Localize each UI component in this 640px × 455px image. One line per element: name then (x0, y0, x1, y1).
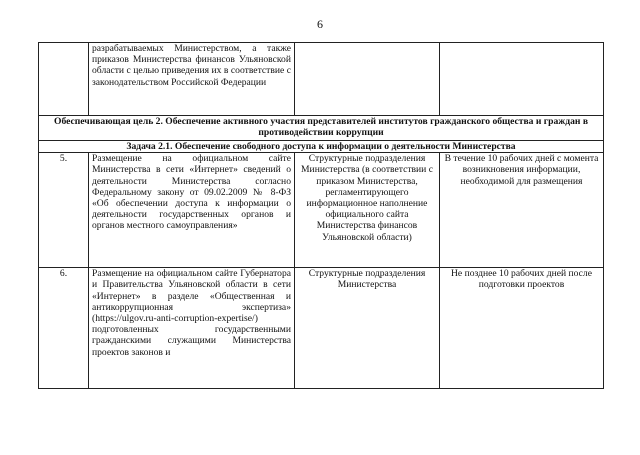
cell-executor-empty (295, 43, 440, 116)
cell-deadline: В течение 10 рабочих дней с момента возникновения информации, необходимой для размещения (440, 153, 604, 268)
cell-measure: Размещение на официальном сайте Губернатора и Правительства Ульяновской области в сети «Интернет» в разделе «Общественная и антикоррупционная экспертиза» (https://ulgov.ru-anti-corruption-expertise/) подготовленных государственными гражданскими служащими Министерства проектов законов и (89, 268, 295, 389)
cell-measure-continuation: разрабатываемых Министерством, а также приказов Министерства финансов Ульяновской области с целью приведения их в соответствие с законодательством Российской Федерации (89, 43, 295, 116)
cell-measure: Размещение на официальном сайте Министерства в сети «Интернет» сведений о деятельности Министерства согласно Федеральному закону от 09.02.2009 № 8-ФЗ «Об обеспечении доступа к информации о деятельности государственных органов и органов местного самоуправления» (89, 153, 295, 268)
task-heading: Задача 2.1. Обеспечение свободного доступа к информации о деятельности Министерства (39, 141, 604, 153)
goal-heading: Обеспечивающая цель 2. Обеспечение активного участия представителей институтов гражданского общества и граждан в противодействии коррупции (39, 116, 604, 141)
table-row-task (39, 141, 604, 153)
table-row (39, 268, 604, 389)
cell-executor: Структурные подразделения Министерства (295, 268, 440, 389)
cell-row-number: 5. (39, 153, 89, 268)
cell-num-empty (39, 43, 89, 116)
cell-executor: Структурные подразделения Министерства (в соответствии с приказом Министерства, регламентирующего информационное наполнение официального сайта Министерства финансов Ульяновской области) (295, 153, 440, 268)
cell-deadline: Не позднее 10 рабочих дней после подготовки проектов (440, 268, 604, 389)
table-row (39, 153, 604, 268)
cell-row-number: 6. (39, 268, 89, 389)
table-row-goal (39, 116, 604, 141)
table-row-continuation (39, 43, 604, 116)
page-number: 6 (317, 17, 323, 31)
cell-deadline-empty (440, 43, 604, 116)
anticorruption-plan-table (38, 42, 604, 389)
